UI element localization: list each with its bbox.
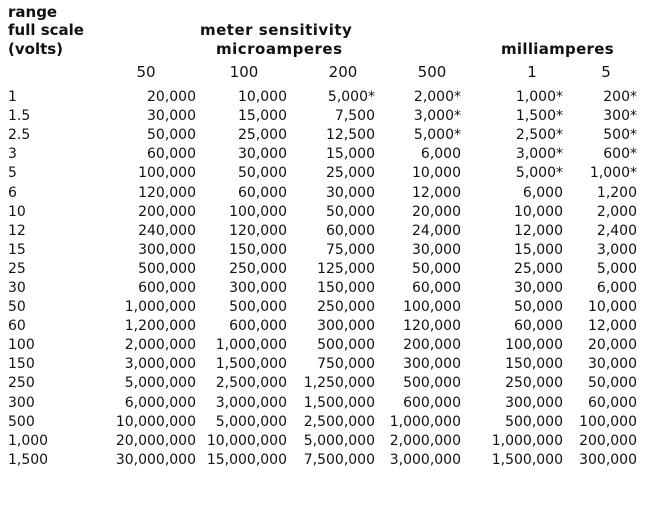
resistance-cell: 300,000 xyxy=(317,318,375,335)
resistance-cell: 10,000 xyxy=(412,165,461,182)
range-cell: 50 xyxy=(8,299,26,316)
resistance-cell: 2,400 xyxy=(596,222,637,239)
resistance-cell: 100,000 xyxy=(229,203,287,220)
resistance-cell: 6,000 xyxy=(596,279,637,296)
column-header: 1 xyxy=(527,63,537,81)
resistance-cell: 50,000 xyxy=(514,299,563,316)
table-row xyxy=(8,298,637,317)
resistance-cell: 120,000 xyxy=(138,184,196,201)
resistance-cell: 30,000 xyxy=(514,279,563,296)
resistance-cell: 5,000 xyxy=(596,260,637,277)
resistance-cell: 25,000 xyxy=(238,127,287,144)
column-header: 50 xyxy=(136,63,156,81)
resistance-cell: 600,000 xyxy=(403,394,461,411)
resistance-cell: 3,000,000 xyxy=(124,356,196,373)
resistance-cell: 2,500* xyxy=(515,127,563,144)
resistance-cell: 500,000 xyxy=(505,413,563,430)
table-row xyxy=(8,336,637,355)
resistance-cell: 5,000,000 xyxy=(303,432,375,449)
resistance-cell: 60,000 xyxy=(326,222,375,239)
resistance-cell: 100,000 xyxy=(505,337,563,354)
sensitivity-table xyxy=(8,88,637,470)
resistance-cell: 500,000 xyxy=(317,337,375,354)
resistance-cell: 250,000 xyxy=(229,260,287,277)
resistance-cell: 12,000 xyxy=(588,318,637,335)
range-cell: 150 xyxy=(8,356,35,373)
resistance-cell: 5,000,000 xyxy=(124,375,196,392)
table-row xyxy=(8,145,637,164)
resistance-cell: 1,000,000 xyxy=(389,413,461,430)
resistance-cell: 10,000,000 xyxy=(115,413,196,430)
resistance-cell: 7,500,000 xyxy=(303,451,375,468)
table-row xyxy=(8,164,637,183)
resistance-cell: 6,000 xyxy=(420,146,461,163)
resistance-cell: 60,000 xyxy=(514,318,563,335)
resistance-cell: 2,500,000 xyxy=(303,413,375,430)
resistance-cell: 24,000 xyxy=(412,222,461,239)
table-row xyxy=(8,451,637,470)
table-row xyxy=(8,432,637,451)
range-cell: 15 xyxy=(8,241,26,258)
range-cell: 500 xyxy=(8,413,35,430)
table-row xyxy=(8,126,637,145)
resistance-cell: 200,000 xyxy=(403,337,461,354)
resistance-cell: 15,000 xyxy=(514,241,563,258)
resistance-cell: 2,000* xyxy=(413,89,461,106)
resistance-cell: 300* xyxy=(603,108,637,125)
resistance-cell: 60,000 xyxy=(147,146,196,163)
resistance-cell: 3,000* xyxy=(413,108,461,125)
range-cell: 250 xyxy=(8,375,35,392)
range-cell: 100 xyxy=(8,337,35,354)
resistance-cell: 600,000 xyxy=(229,318,287,335)
resistance-cell: 5,000* xyxy=(413,127,461,144)
resistance-cell: 2,000,000 xyxy=(124,337,196,354)
table-row xyxy=(8,317,637,336)
resistance-cell: 60,000 xyxy=(412,279,461,296)
table-row xyxy=(8,241,637,260)
resistance-cell: 1,500,000 xyxy=(491,451,563,468)
resistance-cell: 600,000 xyxy=(138,279,196,296)
resistance-cell: 1,200,000 xyxy=(124,318,196,335)
resistance-cell: 120,000 xyxy=(403,318,461,335)
resistance-cell: 125,000 xyxy=(317,260,375,277)
resistance-cell: 500* xyxy=(603,127,637,144)
column-header: 500 xyxy=(417,63,447,81)
resistance-cell: 5,000,000 xyxy=(215,413,287,430)
resistance-cell: 20,000 xyxy=(412,203,461,220)
resistance-cell: 2,500,000 xyxy=(215,375,287,392)
range-cell: 1,000 xyxy=(8,432,49,449)
table-row xyxy=(8,222,637,241)
resistance-cell: 5,000* xyxy=(515,165,563,182)
table-row xyxy=(8,413,637,432)
resistance-cell: 20,000 xyxy=(588,337,637,354)
range-cell: 10 xyxy=(8,203,26,220)
table-row xyxy=(8,88,637,107)
resistance-cell: 750,000 xyxy=(317,356,375,373)
resistance-cell: 6,000 xyxy=(522,184,563,201)
resistance-cell: 120,000 xyxy=(229,222,287,239)
resistance-cell: 12,000 xyxy=(412,184,461,201)
resistance-cell: 1,000,000 xyxy=(215,337,287,354)
range-cell: 1.5 xyxy=(8,108,31,125)
resistance-cell: 50,000 xyxy=(326,203,375,220)
resistance-cell: 1,000,000 xyxy=(491,432,563,449)
resistance-cell: 15,000 xyxy=(326,146,375,163)
range-cell: 1 xyxy=(8,89,17,106)
resistance-cell: 3,000 xyxy=(596,241,637,258)
resistance-cell: 150,000 xyxy=(229,241,287,258)
range-cell: 12 xyxy=(8,222,26,239)
resistance-cell: 300,000 xyxy=(403,356,461,373)
resistance-cell: 10,000 xyxy=(514,203,563,220)
resistance-cell: 60,000 xyxy=(238,184,287,201)
range-cell: 25 xyxy=(8,260,26,277)
resistance-cell: 100,000 xyxy=(579,413,637,430)
resistance-cell: 6,000,000 xyxy=(124,394,196,411)
resistance-cell: 2,000,000 xyxy=(389,432,461,449)
resistance-cell: 10,000 xyxy=(238,89,287,106)
resistance-cell: 1,000* xyxy=(515,89,563,106)
resistance-cell: 30,000 xyxy=(412,241,461,258)
table-row xyxy=(8,260,637,279)
resistance-cell: 3,000* xyxy=(515,146,563,163)
range-cell: 300 xyxy=(8,394,35,411)
range-cell: 1,500 xyxy=(8,451,49,468)
resistance-cell: 15,000 xyxy=(238,108,287,125)
table-row xyxy=(8,394,637,413)
resistance-cell: 500,000 xyxy=(138,260,196,277)
resistance-cell: 300,000 xyxy=(505,394,563,411)
resistance-cell: 1,000,000 xyxy=(124,299,196,316)
resistance-cell: 100,000 xyxy=(403,299,461,316)
column-header: 5 xyxy=(601,63,611,81)
resistance-cell: 500,000 xyxy=(229,299,287,316)
range-cell: 3 xyxy=(8,146,17,163)
resistance-cell: 20,000 xyxy=(147,89,196,106)
resistance-cell: 75,000 xyxy=(326,241,375,258)
column-header: 100 xyxy=(229,63,259,81)
resistance-cell: 30,000 xyxy=(588,356,637,373)
table-row xyxy=(8,355,637,374)
resistance-cell: 3,000,000 xyxy=(215,394,287,411)
table-body xyxy=(8,88,637,470)
resistance-cell: 50,000 xyxy=(147,127,196,144)
resistance-cell: 50,000 xyxy=(412,260,461,277)
resistance-cell: 1,500,000 xyxy=(303,394,375,411)
resistance-cell: 30,000 xyxy=(326,184,375,201)
resistance-cell: 1,500,000 xyxy=(215,356,287,373)
header-range: range xyxy=(8,3,58,21)
resistance-cell: 100,000 xyxy=(138,165,196,182)
range-cell: 6 xyxy=(8,184,17,201)
resistance-cell: 600* xyxy=(603,146,637,163)
resistance-cell: 1,000* xyxy=(589,165,637,182)
range-cell: 30 xyxy=(8,279,26,296)
resistance-cell: 12,500 xyxy=(326,127,375,144)
resistance-cell: 250,000 xyxy=(505,375,563,392)
table-row xyxy=(8,203,637,222)
resistance-cell: 300,000 xyxy=(229,279,287,296)
resistance-cell: 500,000 xyxy=(403,375,461,392)
resistance-cell: 30,000 xyxy=(238,146,287,163)
resistance-cell: 240,000 xyxy=(138,222,196,239)
resistance-cell: 60,000 xyxy=(588,394,637,411)
header-microamperes: microamperes xyxy=(216,40,343,58)
resistance-cell: 200,000 xyxy=(579,432,637,449)
range-cell: 60 xyxy=(8,318,26,335)
resistance-cell: 300,000 xyxy=(579,451,637,468)
header-meter-sensitivity: meter sensitivity xyxy=(200,21,353,39)
resistance-cell: 1,500* xyxy=(515,108,563,125)
resistance-cell: 5,000* xyxy=(327,89,375,106)
table-row xyxy=(8,279,637,298)
resistance-cell: 10,000 xyxy=(588,299,637,316)
resistance-cell: 150,000 xyxy=(317,279,375,296)
resistance-cell: 25,000 xyxy=(326,165,375,182)
resistance-cell: 250,000 xyxy=(317,299,375,316)
header-full-scale: full scale xyxy=(8,21,84,39)
resistance-cell: 2,000 xyxy=(596,203,637,220)
table-row xyxy=(8,374,637,393)
header-milliamperes: milliamperes xyxy=(501,40,614,58)
resistance-cell: 300,000 xyxy=(138,241,196,258)
resistance-cell: 50,000 xyxy=(238,165,287,182)
resistance-cell: 20,000,000 xyxy=(115,432,196,449)
resistance-cell: 12,000 xyxy=(514,222,563,239)
resistance-cell: 30,000 xyxy=(147,108,196,125)
table-row xyxy=(8,107,637,126)
resistance-cell: 50,000 xyxy=(588,375,637,392)
range-cell: 2.5 xyxy=(8,127,31,144)
resistance-cell: 150,000 xyxy=(505,356,563,373)
resistance-cell: 200,000 xyxy=(138,203,196,220)
resistance-cell: 1,250,000 xyxy=(303,375,375,392)
resistance-cell: 10,000,000 xyxy=(206,432,287,449)
resistance-cell: 15,000,000 xyxy=(206,451,287,468)
range-cell: 5 xyxy=(8,165,17,182)
resistance-cell: 25,000 xyxy=(514,260,563,277)
resistance-cell: 30,000,000 xyxy=(115,451,196,468)
resistance-cell: 3,000,000 xyxy=(389,451,461,468)
table-row xyxy=(8,183,637,202)
column-header: 200 xyxy=(328,63,358,81)
header-volts: (volts) xyxy=(8,40,64,58)
resistance-cell: 200* xyxy=(603,89,637,106)
resistance-cell: 7,500 xyxy=(334,108,375,125)
resistance-cell: 1,200 xyxy=(596,184,637,201)
